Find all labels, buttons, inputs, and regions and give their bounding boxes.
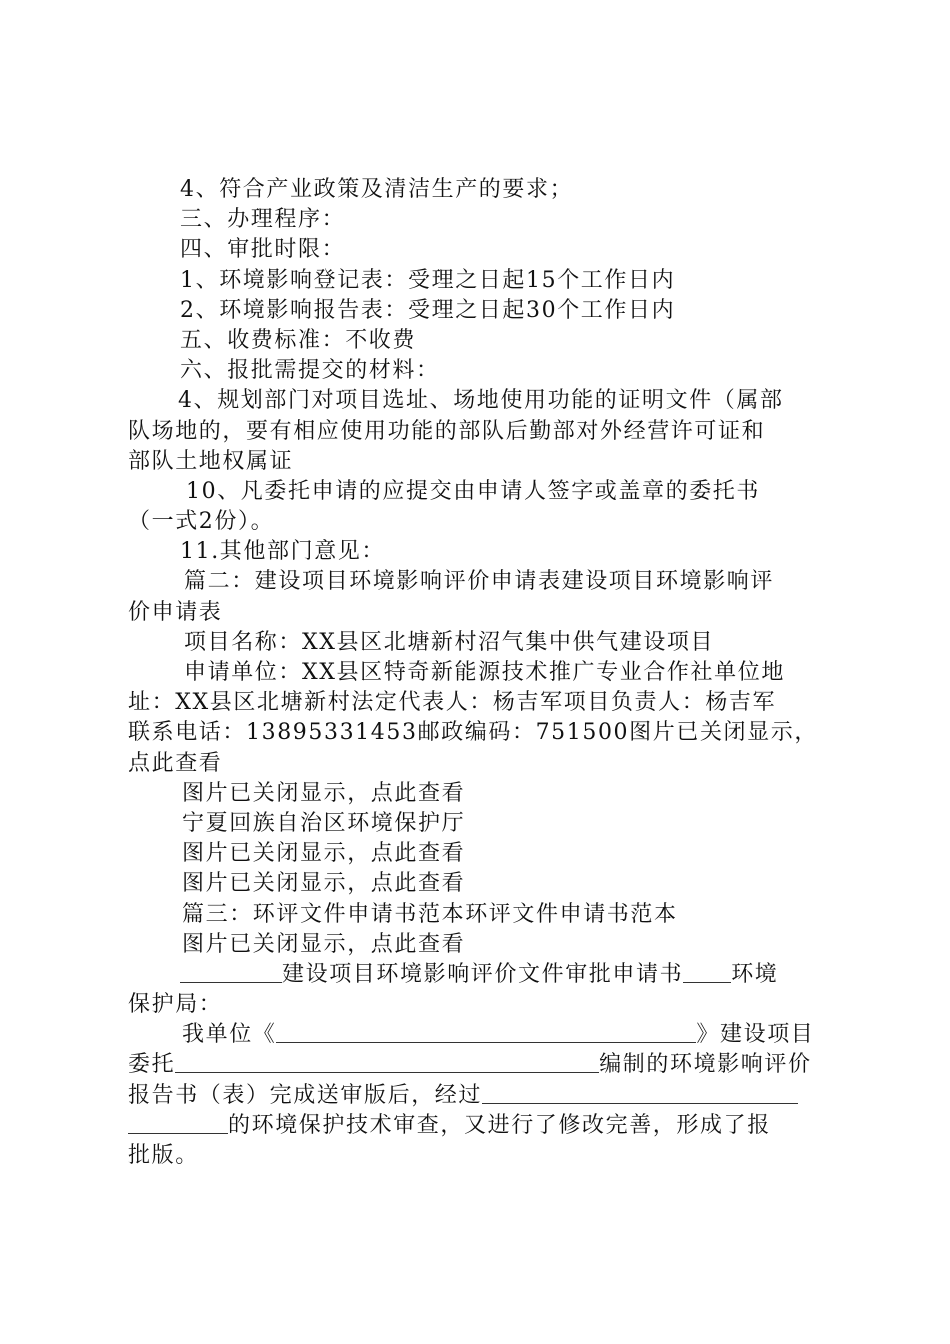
paragraph-line: 4、符合产业政策及清洁生产的要求； [180,177,574,202]
paragraph-line: 1、环境影响登记表：受理之日起15个工作日内 [180,267,676,293]
form-line [128,1050,834,1080]
form-line [128,1020,834,1050]
paragraph-line: 联系电话：13895331453邮政编码：751500图片已关闭显示， [128,720,818,746]
blank-field [276,1022,696,1043]
paragraph-line: 11.其他部门意见： [180,539,385,565]
form-title: 建设项目环境影响评价文件审批申请书 [282,961,684,987]
paragraph-line: 申请单位：XX县区特奇新能源技术推广专业合作社单位地 [184,660,785,685]
paragraph-line: 点此查看 [128,750,223,776]
paragraph-line: 批版。 [128,1143,199,1168]
form-text: 编制的环境影响评价 [599,1052,812,1078]
form-line [128,1111,834,1141]
document-page [128,175,834,1171]
blank-field [175,1052,599,1073]
section-heading: 篇二：建设项目环境影响评价申请表建设项目环境影响评 [184,569,775,595]
paragraph-line: （一式2份）。 [128,509,275,535]
paragraph-line: 项目名称：XX县区北塘新村沼气集中供气建设项目 [184,629,715,655]
paragraph-line: 2、环境影响报告表：受理之日起30个工作日内 [180,297,676,323]
image-placeholder-text: 图片已关闭显示，点此查看 [182,871,466,897]
form-line [128,960,834,990]
form-text: 》建设项目 [696,1022,815,1048]
paragraph-line: 宁夏回族自治区环境保护厅 [182,810,466,836]
section-heading: 价申请表 [128,599,223,625]
form-line [128,1081,834,1111]
form-text: 我单位《 [182,1022,277,1048]
blank-field [683,962,731,983]
form-text: 委托 [128,1052,176,1078]
form-text: 报告书（表）完成送审版后，经过 [128,1082,483,1108]
image-placeholder-text: 图片已关闭显示，点此查看 [182,841,466,867]
paragraph-line: 10、凡委托申请的应提交由申请人签字或盖章的委托书 [186,478,760,504]
section-heading: 五、收费标准：不收费 [180,327,417,353]
paragraph-line: 保护局： [128,992,223,1018]
form-text: 的环境保护技术审查，又进行了修改完善，形成了报 [228,1112,771,1138]
paragraph-line: 4、规划部门对项目选址、场地使用功能的证明文件（属部 [178,388,784,414]
section-heading: 六、报批需提交的材料： [180,358,440,384]
paragraph-line: 队场地的，要有相应使用功能的部队后勤部对外经营许可证和 [128,418,766,444]
section-heading: 篇三：环评文件申请书范本环评文件申请书范本 [182,901,678,927]
section-heading: 四、审批时限： [180,237,346,263]
blank-field [482,1083,798,1104]
paragraph-line: 址：XX县区北塘新村法定代表人：杨吉军项目负责人：杨吉军 [128,690,777,716]
image-placeholder-text: 图片已关闭显示，点此查看 [182,780,466,806]
paragraph-line: 部队土地权属证 [128,448,294,474]
blank-field [180,962,282,983]
blank-field [128,1113,228,1134]
image-placeholder-text: 图片已关闭显示，点此查看 [182,931,466,957]
form-text: 环境 [731,961,779,987]
section-heading: 三、办理程序： [180,207,346,233]
